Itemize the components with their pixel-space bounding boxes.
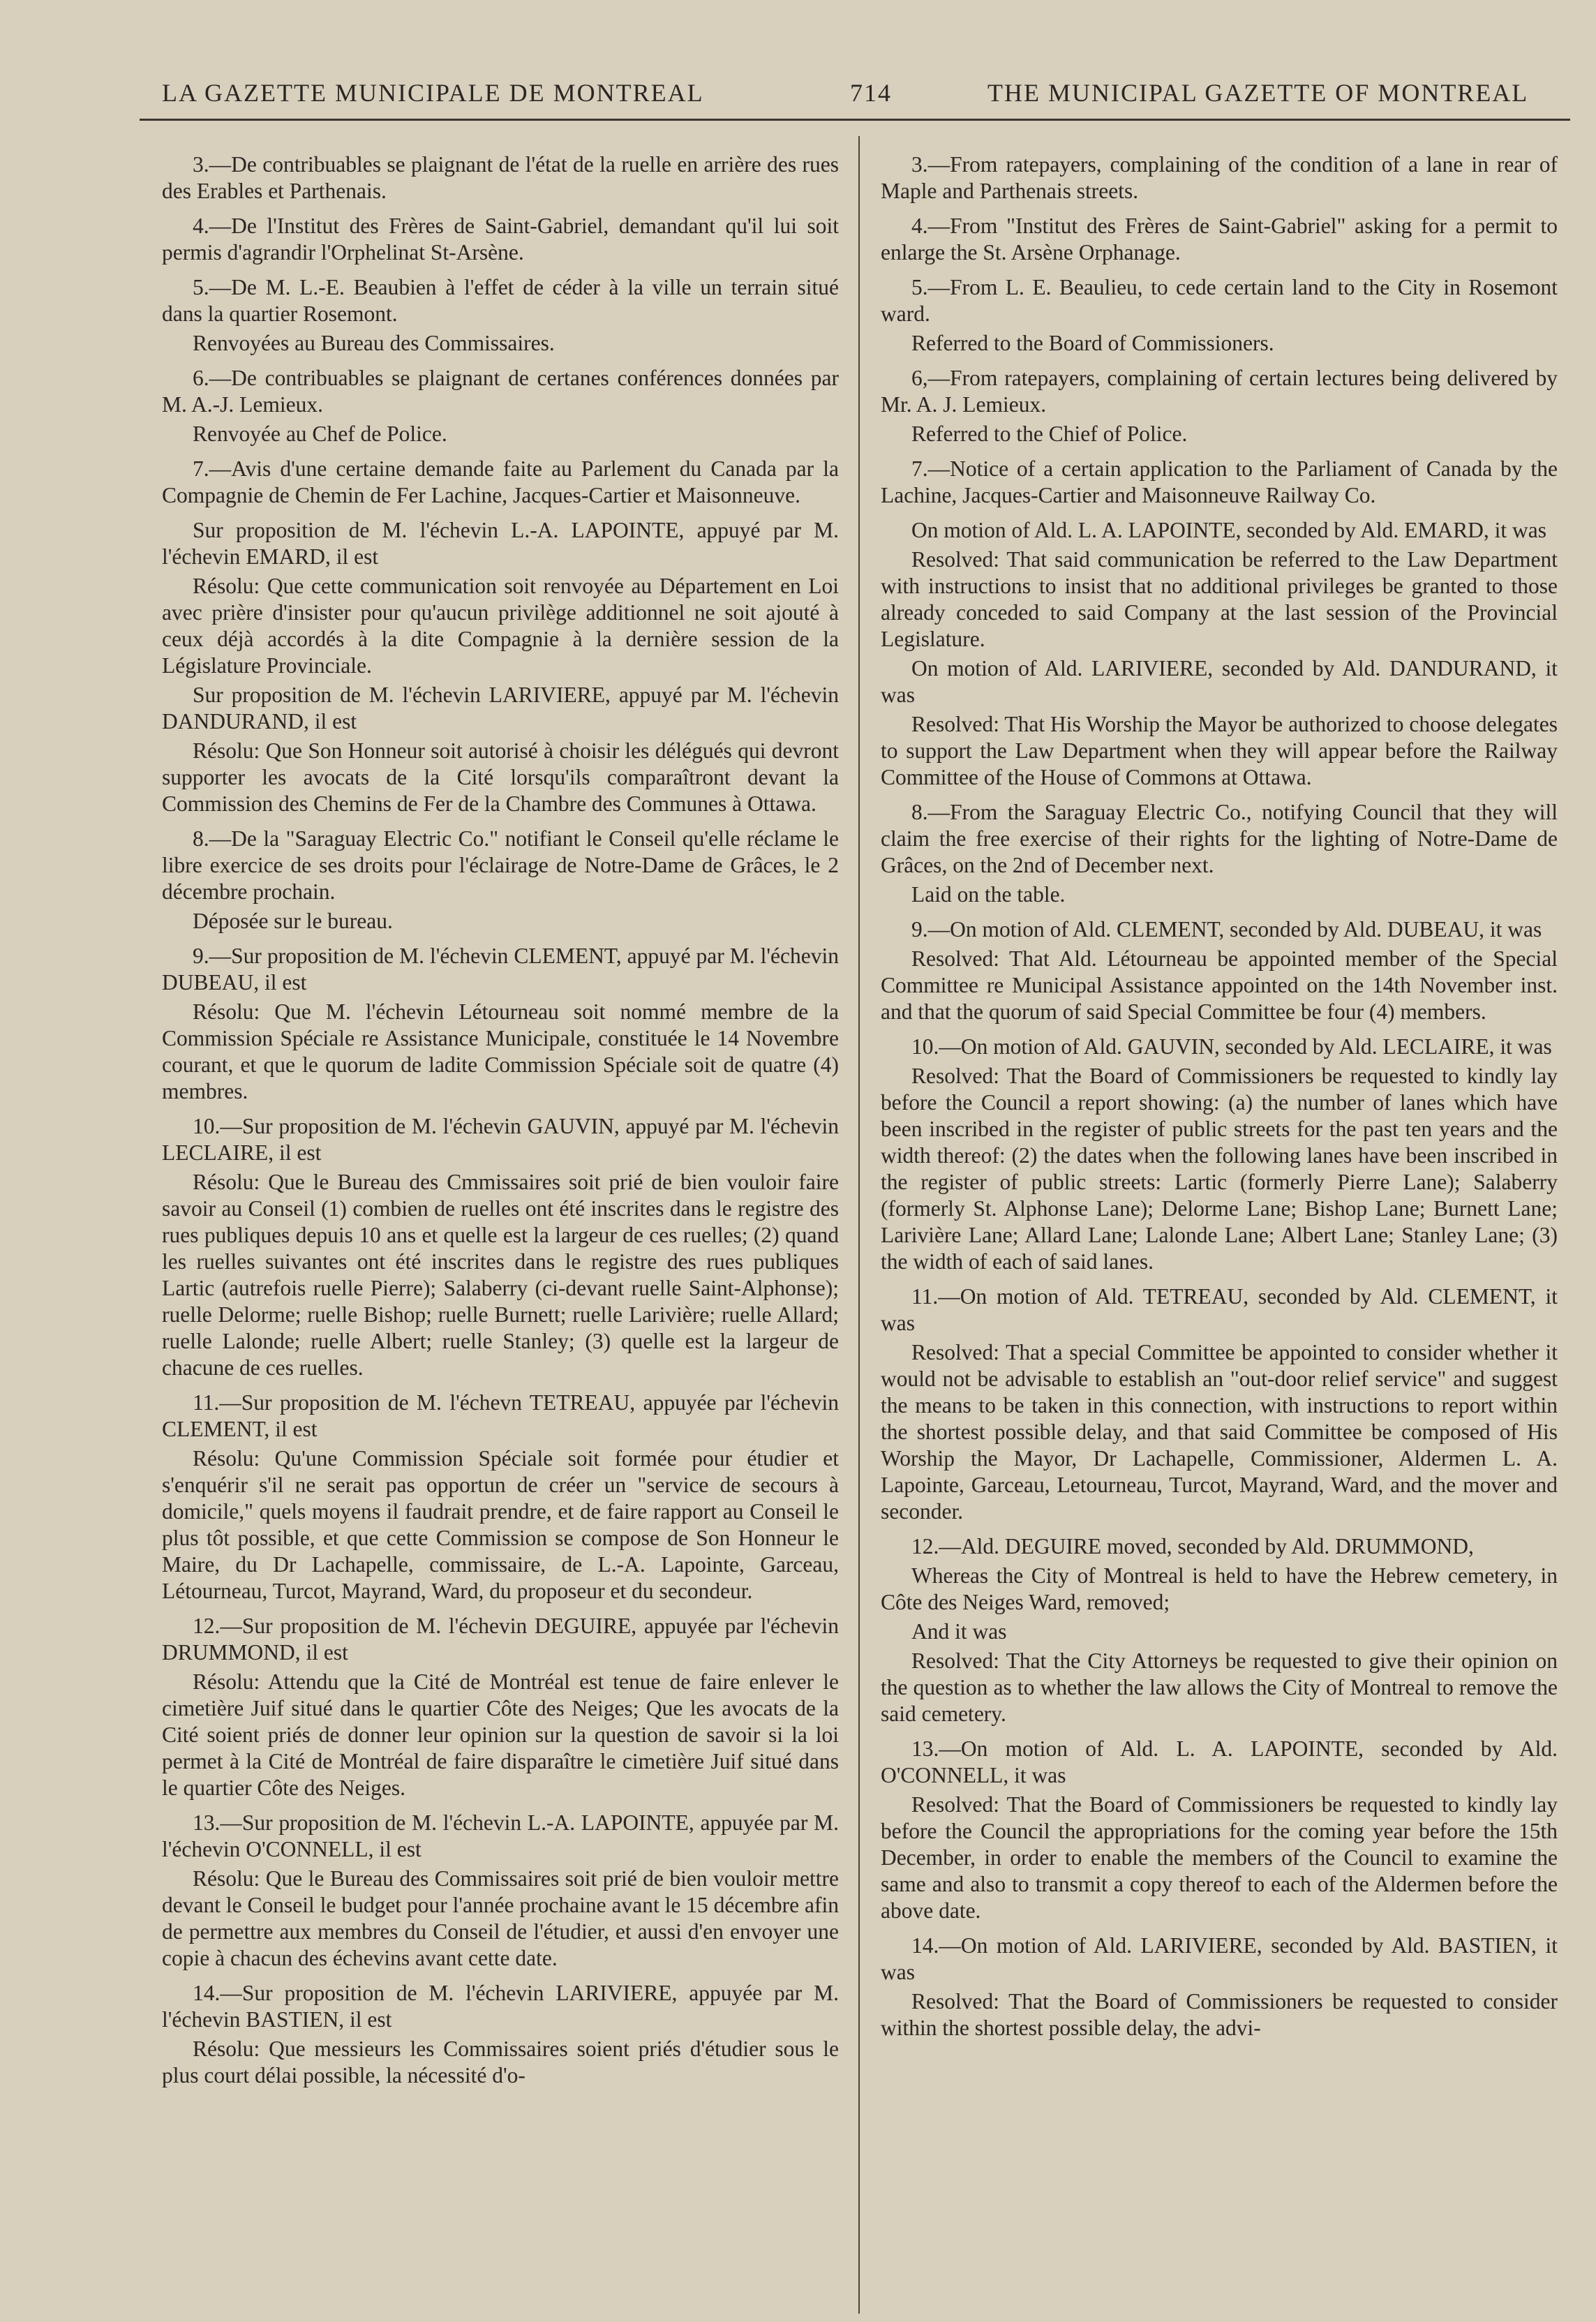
french-paragraph: Résolu: Que le Bureau des Commissaires soit prié de bien vouloir mettre devant le Conseil le budget pour l'année prochaine avant le 15 décembre afin de permettre aux membres du Conseil de l'étudier, et aussi d'en envoyer une copie à chacun des échevins avant cette date. bbox=[162, 1866, 839, 1970]
english-paragraph: Resolved: That the Board of Commissioners be requested to kindly lay before the Council a report showing: (a) the number of lanes which have been inscribed in the register of public streets for the past ten years and the width thereof: (2) the dates when the following lanes have been inscribed in the register of public streets: Lartic (formerly Pierre Lane); Salaberry (formerly St. Alphonse Lane); Delorme Lane; Bishop Lane; Burnett Lane; Larivière Lane; Allard Lane; Lalonde Lane; Albert Lane; Stanley Lane; (3) the width of each of said lanes. bbox=[881, 1064, 1558, 1274]
english-paragraph: 11.—On motion of Ald. TETREAU, seconded by Ald. CLEMENT, it was bbox=[881, 1284, 1558, 1335]
french-paragraph: Résolu: Que cette communication soit renvoyée au Département en Loi avec prière d'insister pour qu'aucun privilège additionnel ne soit ajouté à ceux déjà accordés à la dite Compagnie à la dernière session de la Législature Provinciale. bbox=[162, 574, 839, 678]
english-paragraph: 10.—On motion of Ald. GAUVIN, seconded by Ald. LECLAIRE, it was bbox=[911, 1034, 1552, 1059]
english-paragraph: On motion of Ald. LARIVIERE, seconded by Ald. DANDURAND, it was bbox=[881, 656, 1558, 707]
french-paragraph: Résolu: Que messieurs les Commissaires soient priés d'étudier sous le plus court délai possible, la nécessité d'o- bbox=[162, 2037, 839, 2087]
french-paragraph: 11.—Sur proposition de M. l'échevn TETREAU, appuyée par l'échevin CLEMENT, il est bbox=[162, 1390, 839, 1441]
header-french-title: LA GAZETTE MUNICIPALE DE MONTREAL bbox=[162, 79, 704, 107]
french-paragraph: 3.—De contribuables se plaignant de l'état de la ruelle en arrière des rues des Erables et Parthenais. bbox=[162, 152, 839, 203]
english-paragraph: Resolved: That His Worship the Mayor be authorized to choose delegates to support the Law Department when they will appear before the Railway Committee of the House of Commons at Ottawa. bbox=[881, 712, 1558, 789]
english-paragraph: Whereas the City of Montreal is held to have the Hebrew cemetery, in Côte des Neiges Ward, removed; bbox=[881, 1563, 1558, 1614]
french-paragraph: 9.—Sur proposition de M. l'échevin CLEMENT, appuyé par M. l'échevin DUBEAU, il est bbox=[162, 944, 839, 995]
column-divider bbox=[858, 136, 860, 2314]
french-paragraph: Résolu: Qu'une Commission Spéciale soit formée pour étudier et s'enquérir s'il ne serait pas opportun de créer un "service de secours à domicile," quels moyens il faudrait prendre, et de faire rapport au Conseil le plus tôt possible, et que cette Commission se compose de Son Honneur le Maire, du Dr Lachapelle, commissaire, de L.-A. Lapointe, Garceau, Létourneau, Turcot, Mayrand, Ward, du proposeur et du secondeur. bbox=[162, 1446, 839, 1603]
english-paragraph: 7.—Notice of a certain application to the Parliament of Canada by the Lachine, Jacques-Cartier and Maisonneuve Railway Co. bbox=[881, 456, 1558, 507]
french-paragraph: Sur proposition de M. l'échevin L.-A. LAPOINTE, appuyé par M. l'échevin EMARD, il est bbox=[162, 518, 839, 569]
page-number: 714 bbox=[850, 79, 892, 107]
english-paragraph: And it was bbox=[911, 1619, 1007, 1644]
english-paragraph: Resolved: That said communication be referred to the Law Department with instructions to insist that no additional privileges be granted to those already conceded to said Company at the last session of the Provincial Legislature. bbox=[881, 547, 1558, 651]
header-english-title: THE MUNICIPAL GAZETTE OF MONTREAL bbox=[987, 79, 1529, 107]
french-paragraph: Résolu: Que le Bureau des Cmmissaires soit prié de bien vouloir faire savoir au Conseil (1) combien de ruelles ont été inscrites dans le registre des rues publiques depuis 10 ans et quelle est la largeur de ces ruelles; (2) quand les ruelles suivantes ont été inscrites dans le registre des rues publiques Lartic (autrefois ruelle Pierre); Salaberry (ci-devant ruelle Saint-Alphonse); ruelle Delorme; ruelle Bishop; ruelle Burnett; ruelle Larivière; ruelle Allard; ruelle Lalonde; ruelle Albert; ruelle Stanley; (3) quelle est la largeur de chacune de ces ruelles. bbox=[162, 1170, 839, 1380]
english-paragraph: Resolved: That the Board of Commissioners be requested to consider within the shortest possible delay, the advi- bbox=[881, 1989, 1558, 2040]
english-paragraph: 5.—From L. E. Beaulieu, to cede certain land to the City in Rosemont ward. bbox=[881, 275, 1558, 326]
english-paragraph: 14.—On motion of Ald. LARIVIERE, seconded by Ald. BASTIEN, it was bbox=[881, 1933, 1558, 1984]
french-paragraph: Résolu: Attendu que la Cité de Montréal est tenue de faire enlever le cimetière Juif situé dans le quartier Côte des Neiges; Que les avocats de la Cité soient priés de donner leur opinion sur la question de savoir si la loi permet à la Cité de Montréal de faire disparaître le cimetière Juif situé dans le quartier Côte des Neiges. bbox=[162, 1669, 839, 1800]
english-paragraph: 9.—On motion of Ald. CLEMENT, seconded by Ald. DUBEAU, it was bbox=[911, 917, 1542, 942]
french-paragraph: 14.—Sur proposition de M. l'échevin LARIVIERE, appuyée par M. l'échevin BASTIEN, il est bbox=[162, 1981, 839, 2032]
english-paragraph: 13.—On motion of Ald. L. A. LAPOINTE, seconded by Ald. O'CONNELL, it was bbox=[881, 1736, 1558, 1787]
french-column bbox=[162, 143, 839, 2092]
french-paragraph: 12.—Sur proposition de M. l'échevin DEGUIRE, appuyée par l'échevin DRUMMOND, il est bbox=[162, 1614, 839, 1665]
english-paragraph: 4.—From "Institut des Frères de Saint-Gabriel" asking for a permit to enlarge the St. Arsène Orphanage. bbox=[881, 214, 1558, 265]
english-paragraph: On motion of Ald. L. A. LAPOINTE, seconded by Ald. EMARD, it was bbox=[911, 518, 1546, 542]
english-paragraph: Resolved: That the City Attorneys be requested to give their opinion on the question as to whether the law allows the City of Montreal to remove the said cemetery. bbox=[881, 1649, 1558, 1726]
french-paragraph: Renvoyée au Chef de Police. bbox=[193, 422, 447, 446]
french-paragraph: 13.—Sur proposition de M. l'échevin L.-A. LAPOINTE, appuyée par M. l'échevin O'CONNELL, il est bbox=[162, 1810, 839, 1861]
english-paragraph: Resolved: That a special Committee be appointed to consider whether it would not be advisable to establish an "out-door relief service" and suggest the means to be taken in this connection, with instructions to report within the shortest possible delay, and that said Committee be composed of His Worship the Mayor, Dr Lachapelle, Commissioner, Aldermen L. A. Lapointe, Garceau, Letourneau, Turcot, Mayrand, Ward, and the mover and seconder. bbox=[881, 1340, 1558, 1524]
french-paragraph: 5.—De M. L.-E. Beaubien à l'effet de céder à la ville un terrain situé dans la quartier Rosemont. bbox=[162, 275, 839, 326]
english-paragraph: Referred to the Board of Commissioners. bbox=[911, 331, 1274, 355]
french-paragraph: Renvoyées au Bureau des Commissaires. bbox=[193, 331, 555, 355]
french-paragraph: 4.—De l'Institut des Frères de Saint-Gabriel, demandant qu'il lui soit permis d'agrandir l'Orphelinat St-Arsène. bbox=[162, 214, 839, 265]
english-paragraph: 12.—Ald. DEGUIRE moved, seconded by Ald. DRUMMOND, bbox=[911, 1534, 1474, 1558]
english-paragraph: 6,—From ratepayers, complaining of certain lectures being delivered by Mr. A. J. Lemieux. bbox=[881, 366, 1558, 417]
french-paragraph: 7.—Avis d'une certaine demande faite au Parlement du Canada par la Compagnie de Chemin de Fer Lachine, Jacques-Cartier et Maisonneuve. bbox=[162, 456, 839, 507]
english-paragraph: 8.—From the Saraguay Electric Co., notifying Council that they will claim the free exercise of their rights for the lighting of Notre-Dame de Grâces, on the 2nd of December next. bbox=[881, 800, 1558, 877]
english-paragraph: 3.—From ratepayers, complaining of the condition of a lane in rear of Maple and Parthenais streets. bbox=[881, 152, 1558, 203]
french-paragraph: 10.—Sur proposition de M. l'échevin GAUVIN, appuyé par M. l'échevin LECLAIRE, il est bbox=[162, 1114, 839, 1165]
english-paragraph: Resolved: That Ald. Létourneau be appointed member of the Special Committee re Municipal Assistance appointed on the 14th November inst. and that the quorum of said Special Committee be four (4) members. bbox=[881, 946, 1558, 1024]
french-paragraph: Résolu: Que Son Honneur soit autorisé à choisir les délégués qui devront supporter les avocats de la Cité lorsqu'ils comparaîtront devant la Commission des Chemins de Fer de la Chambre des Communes à Ottawa. bbox=[162, 738, 839, 816]
french-paragraph: Sur proposition de M. l'échevin LARIVIERE, appuyé par M. l'échevin DANDURAND, il est bbox=[162, 683, 839, 734]
french-paragraph: 6.—De contribuables se plaignant de certanes conférences données par M. A.-J. Lemieux. bbox=[162, 366, 839, 417]
french-paragraph: Résolu: Que M. l'échevin Létourneau soit nommé membre de la Commission Spéciale re Assistance Municipale, constituée le 14 Novembre courant, et que le quorum de ladite Commission Spéciale soit de quatre (4) membres. bbox=[162, 999, 839, 1103]
english-paragraph: Laid on the table. bbox=[911, 882, 1066, 907]
english-paragraph: Resolved: That the Board of Commissioners be requested to kindly lay before the Council the appropriations for the coming year before the 15th December, in order to enable the members of the Council to examine the same and also to transmit a copy thereof to each of the Aldermen before the above date. bbox=[881, 1792, 1558, 1923]
english-column bbox=[881, 143, 1558, 2044]
french-paragraph: Déposée sur le bureau. bbox=[193, 909, 393, 933]
english-paragraph: Referred to the Chief of Police. bbox=[911, 422, 1188, 446]
french-paragraph: 8.—De la "Saraguay Electric Co." notifiant le Conseil qu'elle réclame le libre exercice de ses droits pour l'éclairage de Notre-Dame de Grâces, le 2 décembre prochain. bbox=[162, 826, 839, 904]
header-rule bbox=[140, 119, 1570, 121]
